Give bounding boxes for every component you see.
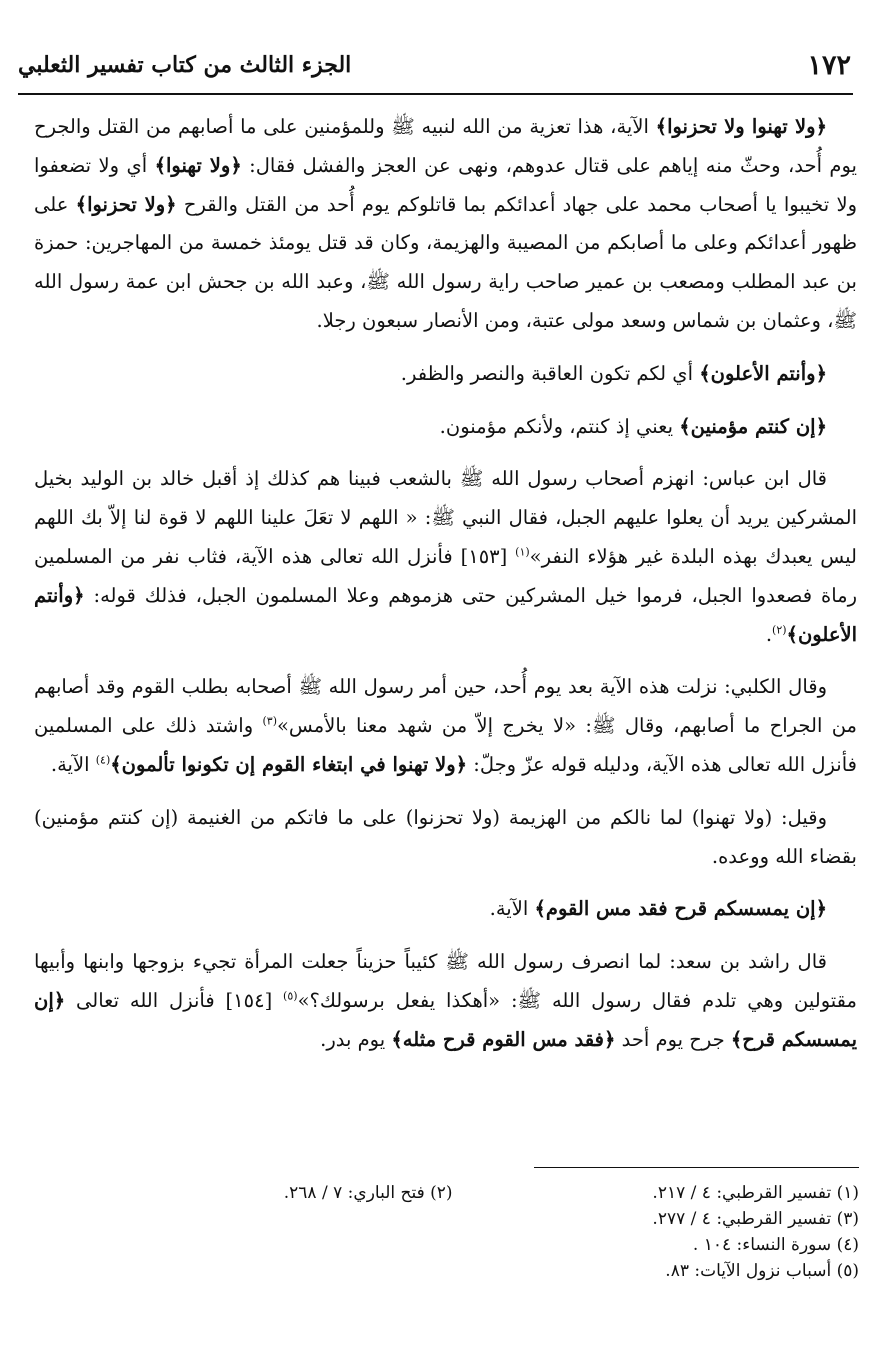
footnote-ref: (٢) — [772, 623, 787, 637]
footnote-row — [120, 1180, 859, 1206]
quran-quote: ﴿فقد مس القوم قرح مثله﴾ — [391, 1027, 616, 1051]
paragraph-7 — [34, 890, 857, 929]
quran-quote: ﴿وأنتم الأعلون﴾ — [34, 583, 857, 646]
footnote-ref: (٥) — [283, 989, 298, 1003]
paragraph-4 — [34, 460, 857, 654]
paragraph-5 — [34, 668, 857, 784]
paragraph-text: قال راشد بن سعد: لما انصرف رسول الله ﷺ كئيباً حزيناً جعلت المرأة تجيء بزوجها وابنها وأبيها مقتولين وهي تلدم فقال رسول الله ﷺ: «أهكذا يفعل برسولك؟» — [34, 950, 857, 1012]
paragraph-1 — [34, 108, 857, 341]
quran-quote: ﴿إن يمسسكم قرح فقد مس القوم﴾ — [534, 897, 827, 921]
paragraph-text: الآية، هذا تعزية من الله لنبيه ﷺ وللمؤمنين على ما أصابهم من القتل والجرح يوم أُحد، وحثّ منه إياهم على قتال عدوهم، ونهى عن العجز والفشل فقال: — [34, 115, 857, 177]
page-header — [18, 40, 851, 90]
paragraph-text: . — [765, 622, 773, 646]
main-text — [34, 108, 857, 1074]
header-divider — [18, 93, 853, 95]
paragraph-text: على ظهور أعدائكم وعلى ما أصابكم من المصيبة والهزيمة، وكان قد قتل يومئذ خمسة من المهاجرين: حمزة بن عبد المطلب ومصعب بن عمير صاحب راية رسول الله ﷺ، وعبد الله بن جحش ابن عمة رسول الله ﷺ، وعثمان بن شماس وسعد مولى عتبة، ومن الأنصار سبعون رجلا. — [34, 192, 857, 332]
footnote-divider — [534, 1167, 859, 1168]
quran-quote: ﴿ولا تهنوا في ابتغاء القوم إن تكونوا تألمون﴾ — [110, 752, 468, 776]
footnote-ref: (٤) — [95, 753, 111, 767]
paragraph-text: الآية. — [489, 897, 535, 921]
paragraph-6 — [34, 799, 857, 877]
paragraph-text: يوم بدر. — [320, 1027, 392, 1051]
paragraph-text: يعني إذ كنتم، ولأنكم مؤمنون. — [439, 414, 680, 438]
footnote-item: (٥) أسباب نزول الآيات: ٨٣. — [665, 1261, 859, 1281]
paragraph-text: قال ابن عباس: انهزم أصحاب رسول الله ﷺ بالشعب فبينا هم كذلك إذ أقبل خالد بن الوليد بخيل المشركين يريد أن يعلوا عليهم الجبل، فقال النبي ﷺ: « اللهم لا تعَلَ علينا اللهم لا قوة لنا إلاّ بك اللهم ليس يعبدك بهذه البلدة غير هؤلاء النفر» — [34, 467, 857, 568]
page-number: ١٧٢ — [807, 49, 851, 81]
paragraph-text: [١٥٣] فأنزل الله تعالى هذه الآية، فثاب نفر من المسلمين رماة فصعدوا الجبل، فرموا خيل المشركين حتى هزموهم وعلا المسلمون الجبل، فذلك قوله: — [34, 544, 857, 607]
paragraph-text: أي لكم تكون العاقبة والنصر والظفر. — [400, 361, 700, 385]
running-title: الجزء الثالث من كتاب تفسير الثعلبي — [18, 52, 352, 78]
quran-quote: ﴿ولا تحزنوا﴾ — [75, 192, 177, 216]
footnotes — [120, 1180, 859, 1284]
footnote-item: (٢) فتح الباري: ٧ / ٢٦٨. — [283, 1183, 453, 1203]
paragraph-text: وقال الكلبي: نزلت هذه الآية بعد يوم أُحد، حين أمر رسول الله ﷺ أصحابه بطلب القوم وقد أصابهم من الجراح ما أصابهم، وقال ﷺ: «لا يخرج إلاّ من شهد معنا بالأمس» — [34, 675, 857, 738]
paragraph-8 — [34, 943, 857, 1059]
paragraph-text: [١٥٤] فأنزل الله تعالى — [65, 988, 284, 1012]
quran-quote: ﴿ولا تهنوا ولا تحزنوا﴾ — [655, 115, 828, 138]
paragraph-text: واشتد ذلك على المسلمين فأنزل الله تعالى هذه الآية، ودليله قوله عزّ وجلّ: — [34, 714, 857, 776]
footnote-item: (٣) تفسير القرطبي: ٤ / ٢٧٧. — [652, 1209, 859, 1229]
quran-quote: ﴿إن كنتم مؤمنين﴾ — [679, 414, 827, 438]
quran-quote: ﴿إن يمسسكم قرح﴾ — [34, 988, 857, 1051]
footnote-ref: (١) — [515, 545, 530, 559]
quran-quote: ﴿ولا تهنوا﴾ — [154, 153, 242, 177]
paragraph-text: وقيل: (ولا تهنوا) لما نالكم من الهزيمة (ولا تحزنوا) على ما فاتكم من الغنيمة (إن كنتم مؤمنين) بقضاء الله ووعده. — [34, 805, 857, 868]
footnote-item: (٤) سورة النساء: ١٠٤ . — [692, 1235, 859, 1255]
paragraph-text: الآية. — [50, 752, 96, 776]
footnote-item: (١) تفسير القرطبي: ٤ / ٢١٧. — [652, 1183, 859, 1203]
paragraph-2 — [34, 355, 857, 394]
paragraph-text: جرح يوم أحد — [615, 1027, 731, 1051]
paragraph-text: أي ولا تضعفوا ولا تخيبوا يا أصحاب محمد على جهاد أعدائكم بما قاتلوكم يوم أُحد من القتل والقرح — [34, 153, 857, 216]
footnote-ref: (٣) — [262, 714, 277, 728]
quran-quote: ﴿وأنتم الأعلون﴾ — [699, 361, 827, 385]
paragraph-3 — [34, 408, 857, 447]
